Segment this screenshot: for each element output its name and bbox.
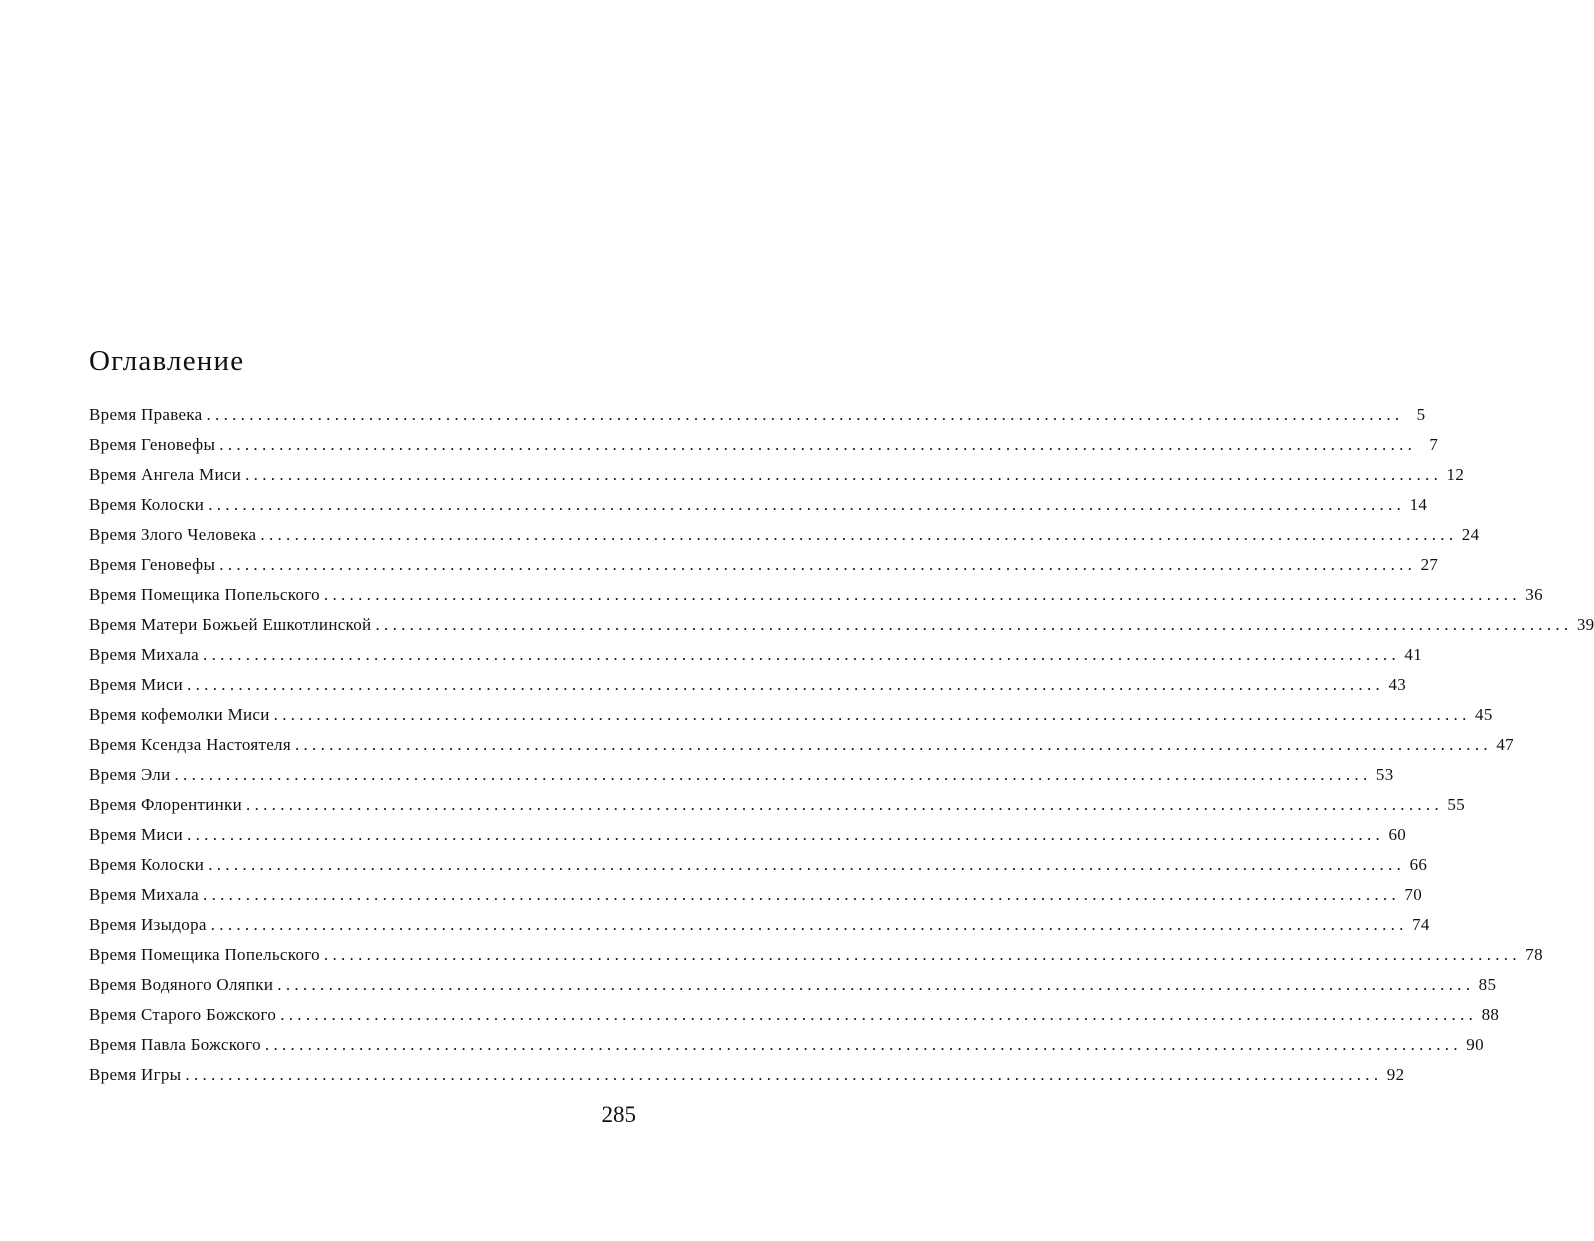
toc-entry-page: 92 — [1386, 1065, 1405, 1084]
toc-heading: Оглавление — [89, 345, 245, 377]
toc-entry — [89, 430, 1439, 460]
toc-entry-title: Время Павла Божского — [89, 1035, 261, 1054]
dot-leader: ............................................................................................................................................ — [260, 525, 1458, 544]
toc-entry — [89, 400, 1426, 430]
toc-entry — [89, 700, 1493, 730]
toc-entry-page: 7 — [1429, 435, 1439, 454]
toc-entry — [89, 490, 1428, 520]
toc-entry — [89, 940, 1543, 970]
toc-entry-title: Время Флорентинки — [89, 795, 243, 814]
toc-entry-page: 78 — [1525, 945, 1543, 964]
toc-entry-title: Время Ксендза Настоятеля — [89, 735, 291, 754]
toc-entry — [89, 820, 1407, 850]
toc-entry-title: Время Колоски — [89, 855, 205, 874]
toc-entry-page: 47 — [1496, 735, 1514, 754]
toc-entry-page: 85 — [1478, 975, 1497, 994]
toc-entry-title: Время Матери Божьей Ешкотлинской — [89, 615, 372, 634]
toc-entry-title: Время Игры — [89, 1065, 182, 1084]
toc-entry-title: Время Ангела Миси — [89, 465, 242, 484]
dot-leader: ............................................................................................................................................ — [246, 795, 1444, 814]
toc-entry — [89, 610, 1594, 640]
toc-entry — [89, 970, 1497, 1000]
toc-entry-page: 5 — [1416, 405, 1426, 424]
toc-entry-title: Время Геновефы — [89, 555, 216, 574]
toc-entry-page: 24 — [1461, 525, 1480, 544]
dot-leader: ............................................................................................................................................ — [206, 405, 1404, 424]
dot-leader: ............................................................................................................................................ — [208, 495, 1406, 514]
toc-entry-title: Время Геновефы — [89, 435, 216, 454]
toc-entry — [89, 1000, 1500, 1030]
toc-entry — [89, 1030, 1484, 1060]
toc-entry — [89, 670, 1407, 700]
toc-entry — [89, 880, 1423, 910]
dot-leader: ............................................................................................................................................ — [323, 585, 1521, 604]
toc-entry-page: 45 — [1475, 705, 1493, 724]
toc-entry-title: Время Миси — [89, 675, 184, 694]
dot-leader: ............................................................................................................................................ — [187, 675, 1385, 694]
toc-entry-page: 12 — [1446, 465, 1465, 484]
dot-leader: ............................................................................................................................................ — [203, 885, 1401, 904]
toc-entry — [89, 550, 1439, 580]
dot-leader: ............................................................................................................................................ — [219, 435, 1417, 454]
toc-entry-page: 55 — [1447, 795, 1466, 814]
toc-entry — [89, 640, 1423, 670]
toc-entry — [89, 760, 1394, 790]
dot-leader: ............................................................................................................................................ — [174, 765, 1372, 784]
toc-entry-page: 14 — [1409, 495, 1428, 514]
table-of-contents — [89, 400, 1594, 1090]
dot-leader: ............................................................................................................................................ — [208, 855, 1406, 874]
toc-entry-page: 74 — [1412, 915, 1430, 934]
toc-entry-page: 27 — [1420, 555, 1439, 574]
toc-entry-title: Время Михала — [89, 645, 200, 664]
toc-entry — [89, 520, 1480, 550]
toc-entry-page: 90 — [1466, 1035, 1484, 1054]
toc-entry-title: Время Злого Человека — [89, 525, 257, 544]
toc-entry — [89, 580, 1543, 610]
dot-leader: ............................................................................................................................................ — [277, 975, 1475, 994]
dot-leader: ............................................................................................................................................ — [273, 705, 1471, 724]
toc-entry-title: Время Эли — [89, 765, 171, 784]
toc-entry — [89, 1060, 1405, 1090]
dot-leader: ............................................................................................................................................ — [280, 1005, 1478, 1024]
toc-entry-title: Время Помещика Попельского — [89, 945, 320, 964]
toc-entry-page: 36 — [1525, 585, 1543, 604]
dot-leader: ............................................................................................................................................ — [323, 945, 1521, 964]
toc-entry — [89, 850, 1428, 880]
toc-entry — [89, 730, 1514, 760]
toc-entry-title: Время Правека — [89, 405, 203, 424]
dot-leader: ............................................................................................................................................ — [375, 615, 1573, 634]
toc-entry — [89, 790, 1466, 820]
toc-entry-page: 41 — [1404, 645, 1423, 664]
toc-entry-page: 66 — [1409, 855, 1428, 874]
toc-entry — [89, 910, 1430, 940]
dot-leader: ............................................................................................................................................ — [294, 735, 1492, 754]
dot-leader: ............................................................................................................................................ — [219, 555, 1417, 574]
dot-leader: ............................................................................................................................................ — [210, 915, 1408, 934]
dot-leader: ............................................................................................................................................ — [245, 465, 1443, 484]
toc-entry-title: Время Миси — [89, 825, 184, 844]
toc-entry-page: 53 — [1375, 765, 1394, 784]
toc-entry-title: Время Водяного Оляпки — [89, 975, 274, 994]
toc-entry-page: 60 — [1388, 825, 1407, 844]
toc-entry-title: Время Помещика Попельского — [89, 585, 320, 604]
toc-entry-page: 70 — [1404, 885, 1423, 904]
toc-entry-title: Время Старого Божского — [89, 1005, 277, 1024]
dot-leader: ............................................................................................................................................ — [187, 825, 1385, 844]
dot-leader: ............................................................................................................................................ — [264, 1035, 1462, 1054]
toc-entry-title: Время кофемолки Миси — [89, 705, 270, 724]
toc-entry — [89, 460, 1465, 490]
toc-entry-title: Время Колоски — [89, 495, 205, 514]
toc-entry-page: 39 — [1576, 615, 1594, 634]
toc-entry-page: 43 — [1388, 675, 1407, 694]
toc-entry-title: Время Изыдора — [89, 915, 207, 934]
dot-leader: ............................................................................................................................................ — [185, 1065, 1383, 1084]
toc-entry-page: 88 — [1481, 1005, 1500, 1024]
toc-entry-title: Время Михала — [89, 885, 200, 904]
page-number: 285 — [601, 1102, 636, 1127]
dot-leader: ............................................................................................................................................ — [203, 645, 1401, 664]
